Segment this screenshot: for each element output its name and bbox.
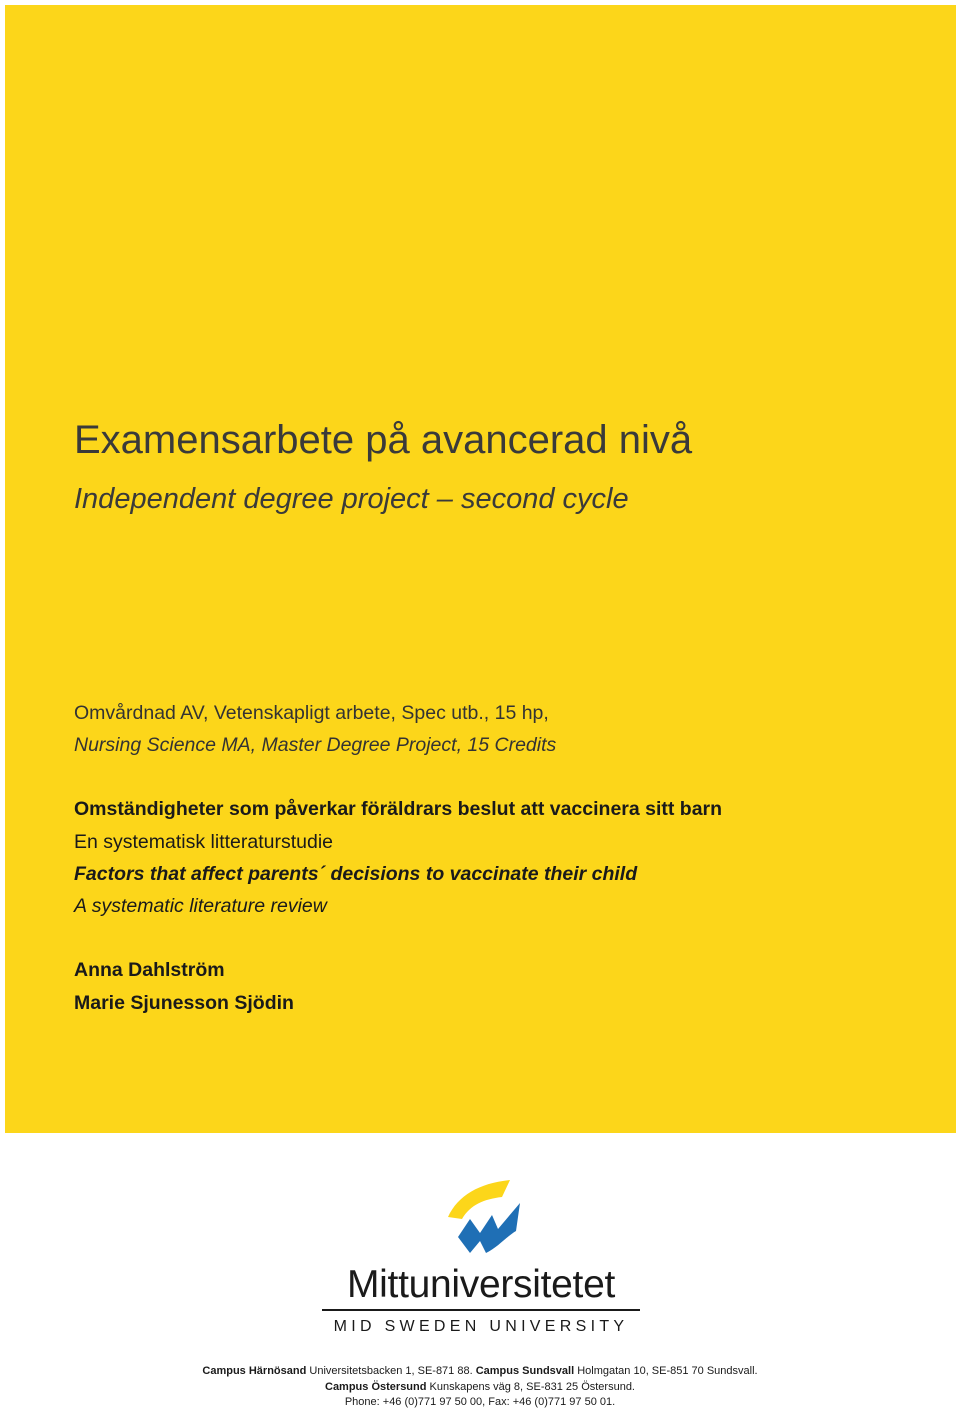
campus-address: Kunskapens väg 8, SE-831 25 Östersund. bbox=[429, 1381, 635, 1393]
thesis-title-english: Factors that affect parents´ decisions to vaccinate their child bbox=[74, 863, 638, 885]
footer-contact: Phone: +46 (0)771 97 50 00, Fax: +46 (0)771 97 50 01. bbox=[344, 1396, 616, 1408]
campus-name: Campus Sundsvall bbox=[475, 1365, 575, 1377]
university-divider bbox=[322, 1309, 640, 1311]
campus-address: Holmgatan 10, SE-851 70 Sundsvall. bbox=[577, 1365, 758, 1377]
thesis-subtitle-english: A systematic literature review bbox=[74, 895, 327, 917]
course-swedish: Omvårdnad AV, Vetenskapligt arbete, Spec utb., 15 hp, bbox=[74, 702, 549, 724]
logo-yellow-stripe bbox=[448, 1180, 510, 1219]
title-english: Independent degree project – second cycle bbox=[74, 483, 629, 515]
course-english: Nursing Science MA, Master Degree Project, 15 Credits bbox=[74, 734, 557, 756]
thesis-subtitle-swedish: En systematisk litteraturstudie bbox=[74, 831, 334, 853]
footer-campus-line-2 bbox=[0, 1380, 960, 1394]
title-swedish: Examensarbete på avancerad nivå bbox=[74, 418, 693, 462]
university-name: Mittuniversitetet bbox=[347, 1263, 615, 1306]
campus-name: Campus Härnösand bbox=[202, 1365, 307, 1377]
footer-campus-line-1 bbox=[0, 1364, 960, 1378]
thesis-title-swedish: Omständigheter som påverkar föräldrars beslut att vaccinera sitt barn bbox=[74, 798, 723, 820]
university-logo-icon bbox=[440, 1175, 530, 1261]
university-subtitle: MID SWEDEN UNIVERSITY bbox=[333, 1318, 629, 1335]
campus-name: Campus Östersund bbox=[325, 1381, 427, 1393]
author-name: Anna Dahlström bbox=[74, 959, 225, 981]
campus-address: Universitetsbacken 1, SE-871 88. bbox=[309, 1365, 473, 1377]
author-name: Marie Sjunesson Sjödin bbox=[74, 992, 294, 1014]
